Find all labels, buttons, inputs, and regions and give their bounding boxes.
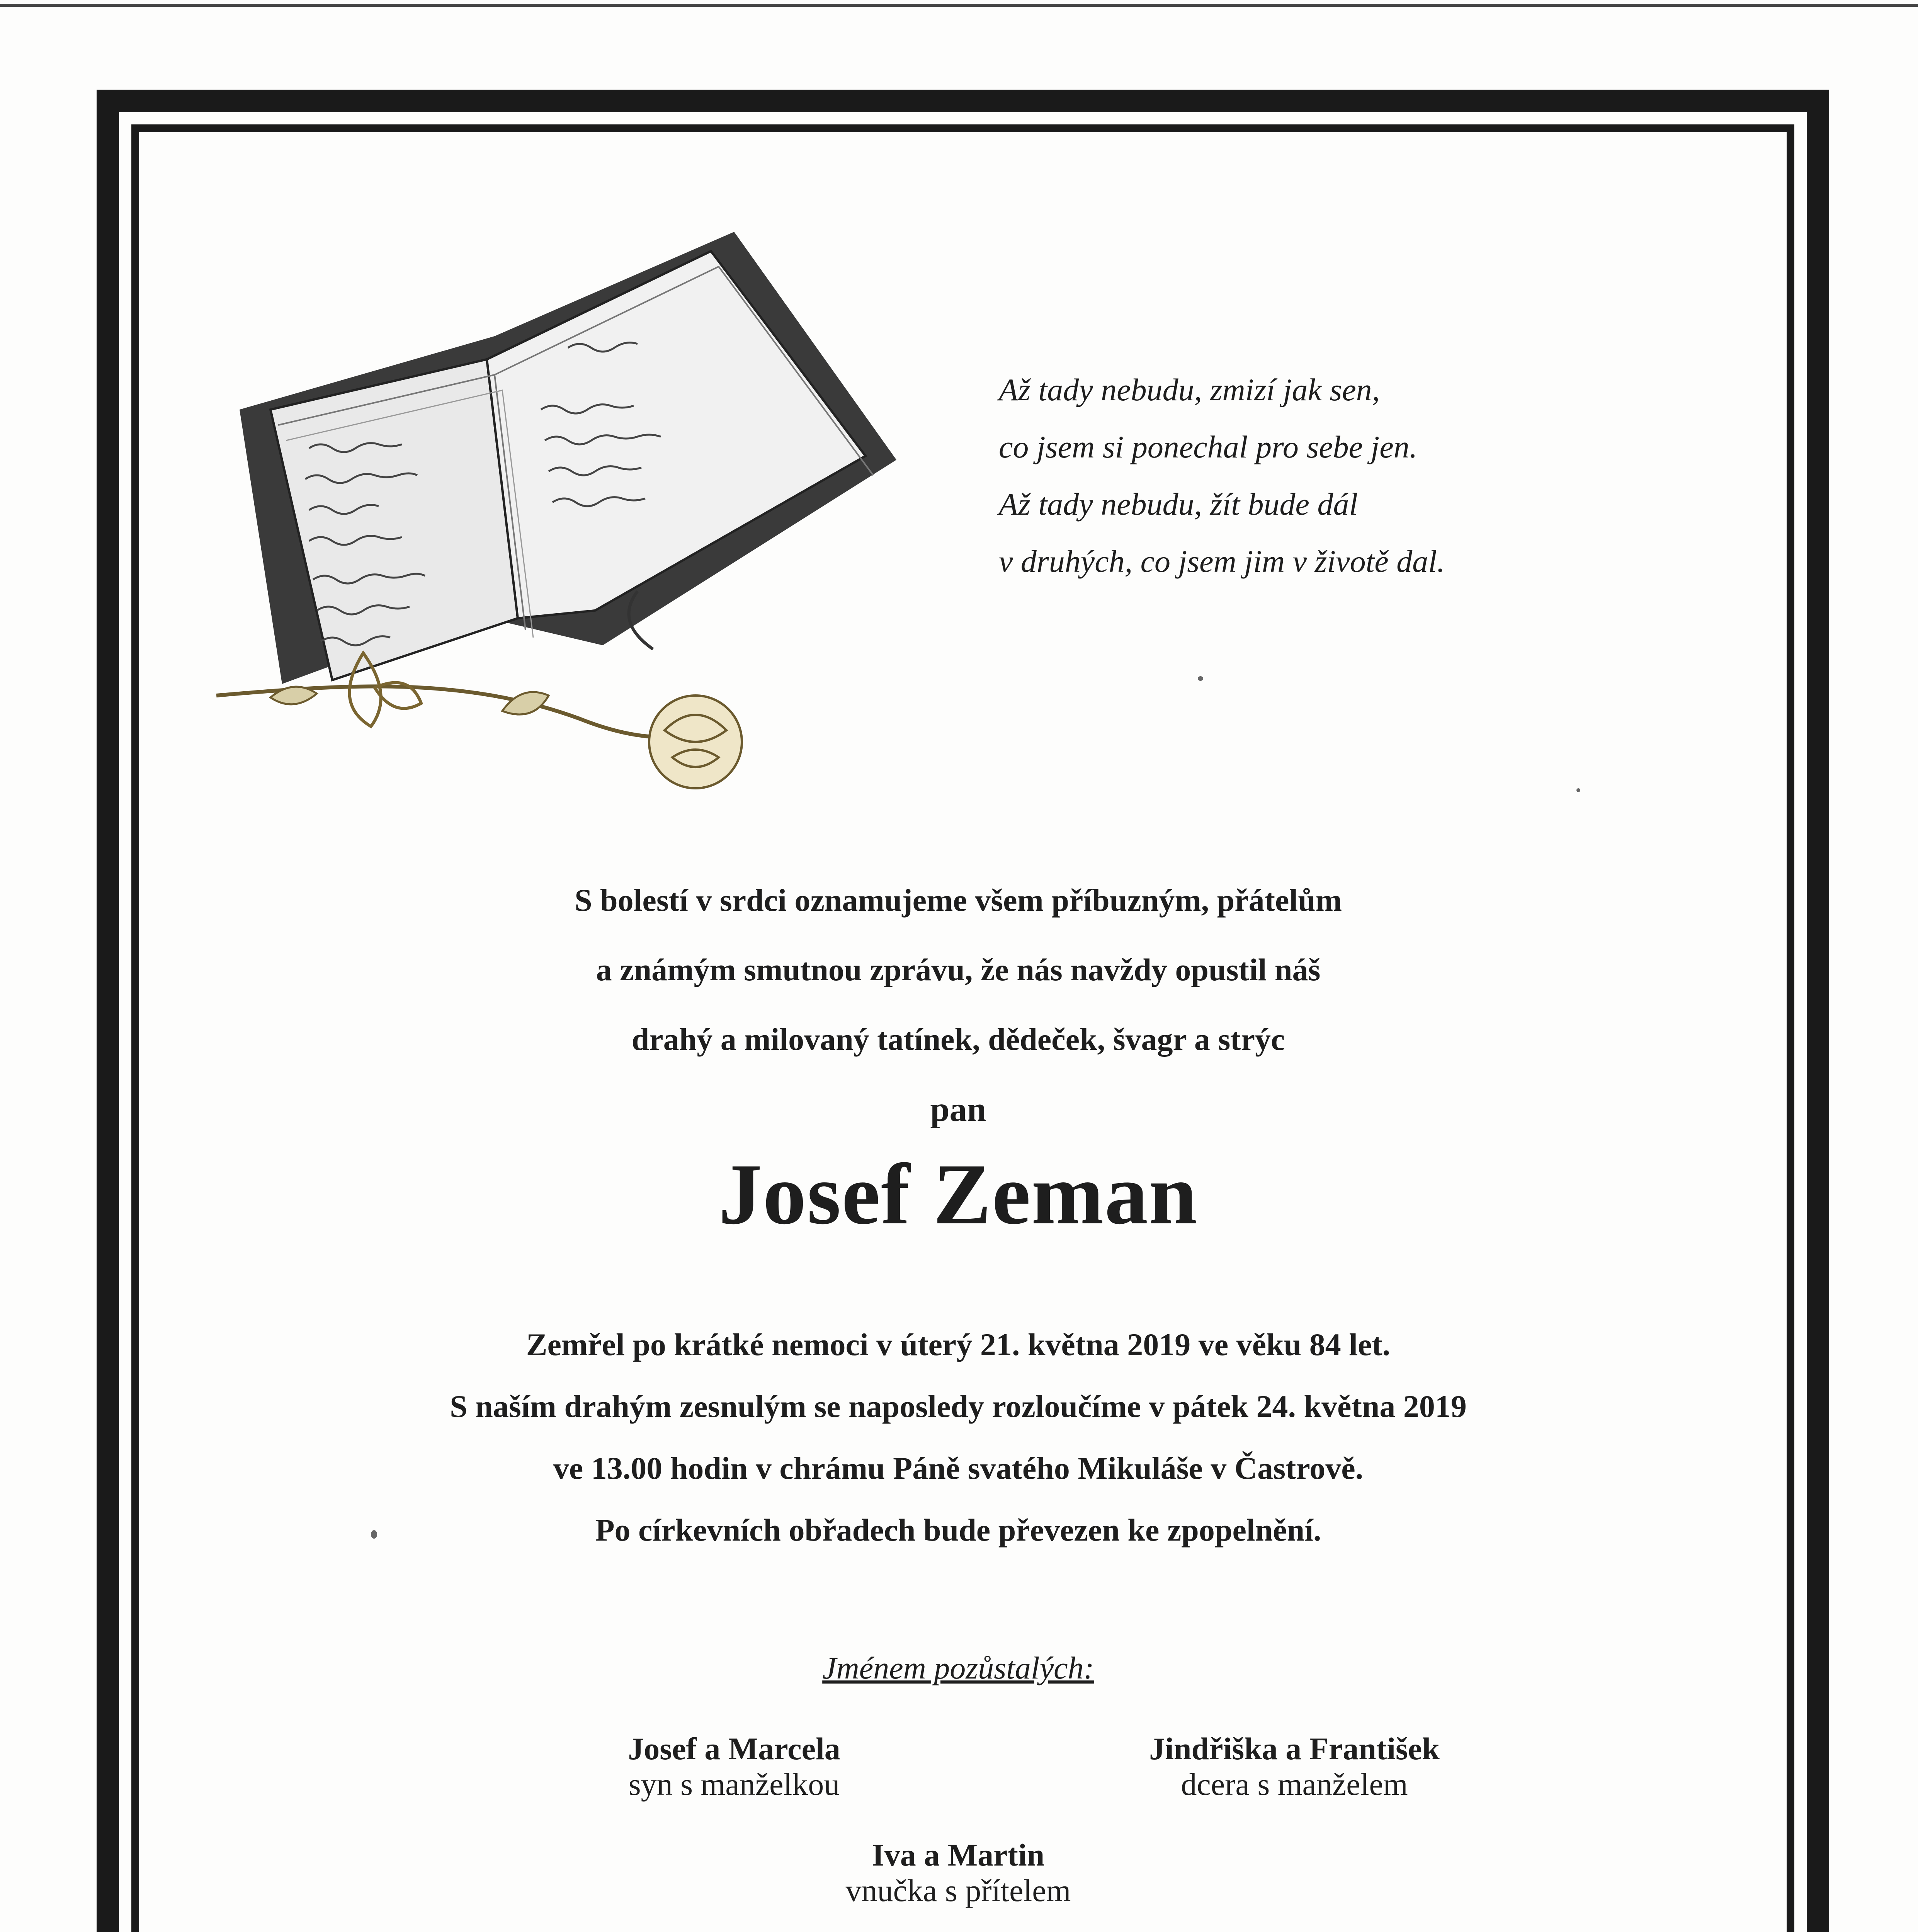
poem-line: Až tady nebudu, zmizí jak sen, — [999, 372, 1380, 407]
mourner-entry — [1043, 1731, 1546, 1802]
deceased-name: Josef Zeman — [718, 1146, 1198, 1242]
mourner-name: Josef a Marcela — [628, 1731, 840, 1766]
scan-edge-line — [0, 4, 1918, 7]
scan-speck — [1576, 788, 1580, 792]
scan-speck — [371, 1530, 377, 1539]
honorific: pan — [930, 1090, 986, 1129]
mourner-relation: dcera s manželem — [1181, 1767, 1408, 1802]
announcement — [193, 866, 1723, 1074]
mourner-entry — [193, 1837, 1723, 1908]
poem-line: v druhých, co jsem jim v životě dal. — [999, 544, 1445, 579]
announcement-line: drahý a milovaný tatínek, dědeček, švagr a strýc — [631, 1022, 1285, 1057]
mourner-name: Iva a Martin — [872, 1837, 1045, 1872]
open-book-with-rose-illustration — [193, 209, 927, 819]
detail-line: S naším drahým zesnulým se naposledy rozloučíme v pátek 24. května 2019 — [450, 1389, 1467, 1424]
mourner-name: Jindřiška a František — [1149, 1731, 1440, 1766]
poem-line: co jsem si ponechal pro sebe jen. — [999, 429, 1418, 464]
mourner-relation: syn s manželkou — [628, 1767, 840, 1802]
mourners-heading: Jménem pozůstalých: — [822, 1650, 1094, 1685]
mourner-relation: vnučka s přítelem — [845, 1873, 1071, 1908]
poem-line: Až tady nebudu, žít bude dál — [999, 486, 1358, 522]
detail-line: Zemřel po krátké nemoci v úterý 21. května 2019 ve věku 84 let. — [526, 1327, 1391, 1362]
scan-speck — [1198, 676, 1203, 681]
poem — [989, 361, 1646, 590]
announcement-line: S bolestí v srdci oznamujeme všem příbuzným, přátelům — [574, 883, 1342, 918]
mourner-entry — [522, 1731, 947, 1802]
detail-line: ve 13.00 hodin v chrámu Páně svatého Mikuláše v Častrově. — [553, 1451, 1364, 1486]
detail-line: Po církevních obřadech bude převezen ke zpopelnění. — [595, 1512, 1321, 1548]
funeral-details — [193, 1314, 1723, 1561]
announcement-line: a známým smutnou zprávu, že nás navždy opustil náš — [596, 952, 1321, 987]
